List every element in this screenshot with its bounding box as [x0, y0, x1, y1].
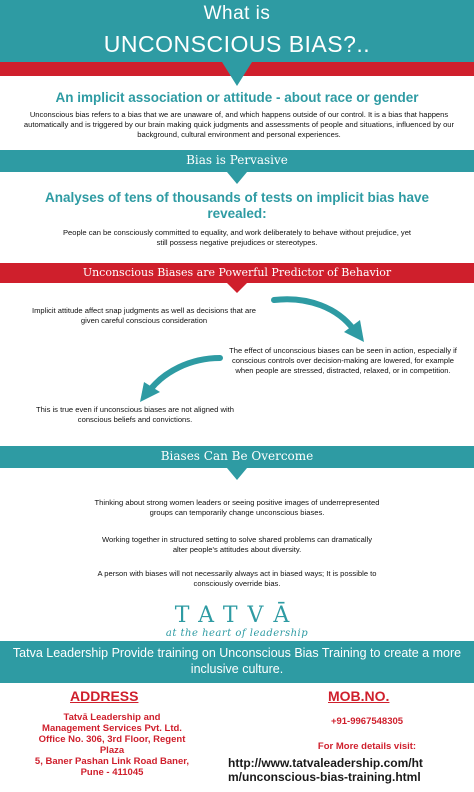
logo-name: TATVĀ — [174, 603, 300, 628]
address-block — [6, 712, 218, 778]
section-bar-predictor — [0, 263, 474, 283]
overcome-point-2: Working together in structured setting to solve shared problems can dramatically alter people's attitudes about diversity. — [102, 535, 372, 554]
section-bar-label: Bias is Pervasive — [186, 153, 288, 167]
intro-text: Unconscious bias refers to a bias that we are unaware of, and which happens outside of our control. It is a bias that happens automatically and is triggered by our brain making quick judgments and assessments of people and situations, influenced by our background, cultural environment and personal experiences. — [23, 110, 455, 139]
title-banner — [0, 0, 474, 62]
mobile-heading: MOB.NO. — [328, 688, 390, 704]
training-banner — [0, 641, 474, 683]
pervasive-text: People can be consciously committed to equality, and work deliberately to behave without prejudice, yet still possess negative prejudices or stereotypes. — [62, 228, 412, 247]
section-bar-label: Unconscious Biases are Powerful Predictor of Behavior — [82, 266, 392, 279]
title-line-1: What is — [203, 3, 271, 24]
section-bar-pointer — [227, 172, 247, 184]
website-link-line[interactable]: m/unconscious-bias-training.html — [228, 770, 421, 784]
address-line: Pune - 411045 — [80, 767, 144, 778]
intro-heading: An implicit association or attitude - about race or gender — [55, 90, 419, 105]
overcome-point-1: Thinking about strong women leaders or seeing positive images of underrepresented groups can temporarily change unconscious biases. — [94, 498, 380, 517]
training-banner-text: Tatva Leadership Provide training on Unconscious Bias Training to create a more inclusive culture. — [12, 646, 462, 676]
section-bar-overcome — [0, 446, 474, 468]
title-line-2: UNCONSCIOUS BIAS?.. — [103, 31, 371, 57]
pervasive-heading: Analyses of tens of thousands of tests on implicit bias have revealed: — [44, 190, 430, 221]
curved-arrow-icon — [130, 352, 226, 404]
title-pointer — [222, 62, 252, 86]
section-bar-pointer — [227, 283, 247, 293]
mobile-number[interactable]: +91-9967548305 — [330, 716, 404, 727]
address-line: Office No. 306, 3rd Floor, Regent — [38, 734, 186, 745]
details-label: For More details visit: — [317, 741, 417, 752]
section-bar-label: Biases Can Be Overcome — [160, 449, 314, 463]
curved-arrow-icon — [268, 292, 378, 344]
section-bar-pervasive — [0, 150, 474, 172]
section-bar-pointer — [227, 468, 247, 480]
overcome-point-3: A person with biases will not necessarily always act in biased ways; It is possible to consciously override bias. — [97, 569, 377, 588]
logo-tagline: at the heart of leadership — [165, 628, 309, 639]
address-line: Tatvā Leadership and — [63, 712, 161, 723]
address-line: Management Services Pvt. Ltd. — [42, 723, 182, 734]
predictor-point-1: Implicit attitude affect snap judgments as well as decisions that are given careful conscious consideration — [32, 306, 256, 325]
predictor-point-3: This is true even if unconscious biases are not aligned with conscious beliefs and convictions. — [36, 405, 234, 424]
address-heading: ADDRESS — [70, 688, 139, 704]
website-link[interactable] — [228, 756, 470, 784]
tatva-logo — [0, 603, 474, 639]
predictor-point-2: The effect of unconscious biases can be seen in action, especially if conscious controls over decision-making are lowered, for example when people are stressed, distracted, relaxed, or in competition. — [229, 346, 457, 375]
address-line: 5, Baner Pashan Link Road Baner, — [34, 756, 190, 767]
website-link-line[interactable]: http://www.tatvaleadership.com/ht — [228, 756, 423, 770]
address-line: Plaza — [99, 745, 125, 756]
